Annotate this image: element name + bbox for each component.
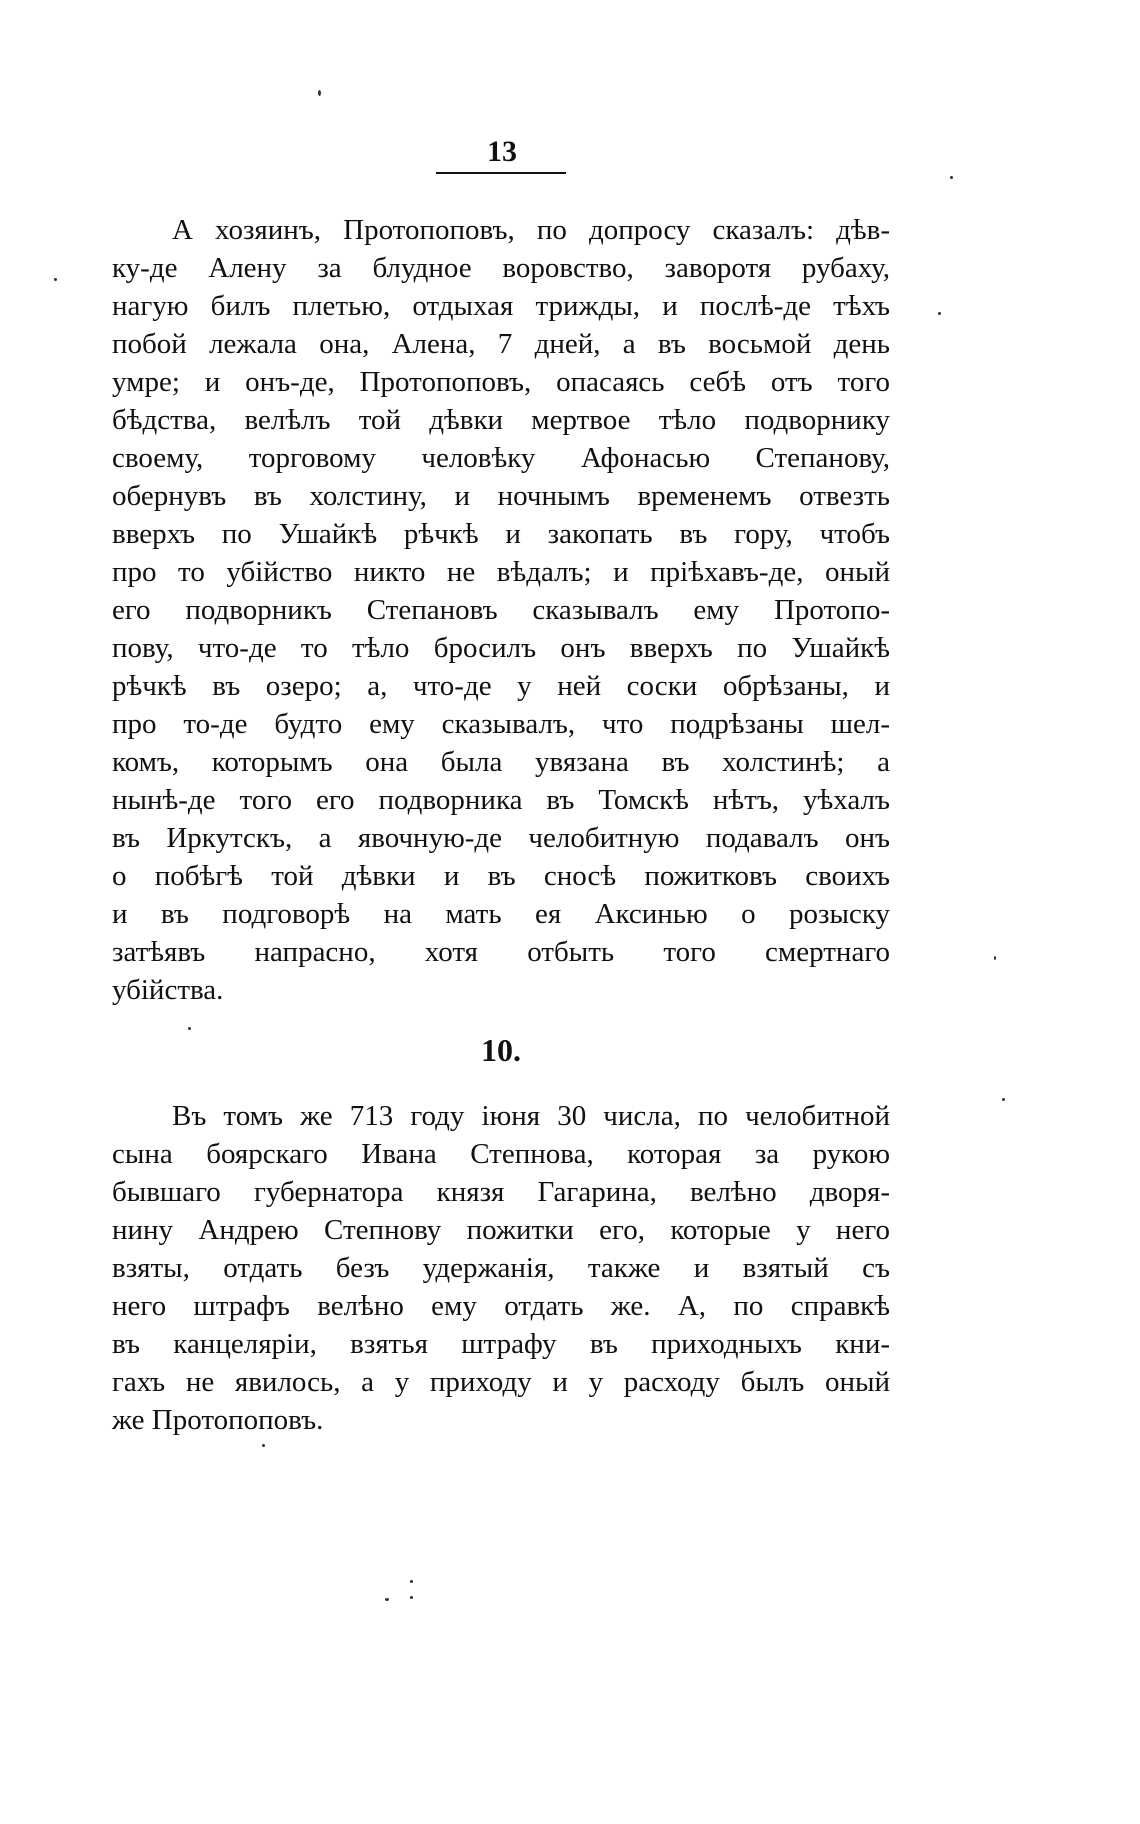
text-line: про то убійство никто не вѣдалъ; и пріѣхавъ-де, оный — [112, 556, 890, 588]
text-line: про то-де будто ему сказывалъ, что подрѣзаны шел- — [112, 708, 890, 740]
text-line: въ канцеляріи, взятья штрафу въ приходныхъ кни- — [112, 1328, 890, 1360]
text-line: рѣчкѣ въ озеро; а, что-де у ней соски обрѣзаны, и — [112, 670, 890, 702]
text-line: обернувъ въ холстину, и ночнымъ временемъ отвезть — [112, 480, 890, 512]
text-line: нынѣ-де того его подворника въ Томскѣ нѣтъ, уѣхалъ — [112, 784, 890, 816]
scan-speck — [410, 1580, 413, 1583]
text-line: его подворникъ Степановъ сказывалъ ему Протопо- — [112, 594, 890, 626]
text-line: Въ томъ же 713 году іюня 30 числа, по челобитной — [172, 1100, 890, 1132]
paragraph-testimony — [112, 211, 890, 1009]
text-line: вверхъ по Ушайкѣ рѣчкѣ и закопать въ гору, чтобъ — [112, 518, 890, 550]
text-line: побой лежала она, Алена, 7 дней, а въ восьмой день — [112, 328, 890, 360]
text-line: и въ подговорѣ на мать ея Аксинью о розыску — [112, 898, 890, 930]
scan-speck — [54, 278, 57, 281]
scan-speck — [410, 1596, 413, 1599]
text-line: гахъ не явилось, а у приходу и у расходу былъ оный — [112, 1366, 890, 1398]
scan-speck — [188, 1027, 191, 1030]
text-line: о побѣгѣ той дѣвки и въ сносѣ пожитковъ своихъ — [112, 860, 890, 892]
text-line: взяты, отдать безъ удержанія, также и взятый съ — [112, 1252, 890, 1284]
section-heading: 10. — [481, 1032, 521, 1068]
text-line: бѣдства, велѣлъ той дѣвки мертвое тѣло подворнику — [112, 404, 890, 436]
text-line: затѣявъ напрасно, хотя отбыть того смертнаго — [112, 936, 890, 968]
text-line: бывшаго губернатора князя Гагарина, велѣно дворя- — [112, 1176, 890, 1208]
paragraph-petition — [112, 1097, 890, 1439]
text-line: своему, торговому человѣку Афонасью Степанову, — [112, 442, 890, 474]
scan-speck — [318, 90, 321, 96]
text-line: пову, что-де то тѣло бросилъ онъ вверхъ по Ушайкѣ — [112, 632, 890, 664]
scan-speck — [994, 956, 996, 960]
scan-speck — [385, 1598, 389, 1601]
text-line: него штрафъ велѣно ему отдать же. А, по справкѣ — [112, 1290, 890, 1322]
text-line: умре; и онъ-де, Протопоповъ, опасаясь себѣ отъ того — [112, 366, 890, 398]
page-number-rule — [436, 172, 566, 174]
text-line: нину Андрею Степнову пожитки его, которые у него — [112, 1214, 890, 1246]
page-number: 13 — [487, 135, 517, 168]
text-line: А хозяинъ, Протопоповъ, по допросу сказалъ: дѣв- — [172, 214, 890, 246]
scan-speck — [1002, 1098, 1005, 1101]
scan-speck — [950, 176, 953, 179]
text-line: нагую билъ плетью, отдыхая трижды, и послѣ-де тѣхъ — [112, 290, 890, 322]
scan-speck — [938, 312, 941, 315]
text-line: ку-де Алену за блудное воровство, заворотя рубаху, — [112, 252, 890, 284]
text-line: въ Иркутскъ, а явочную-де челобитную подавалъ онъ — [112, 822, 890, 854]
text-line: же Протопоповъ. — [112, 1404, 324, 1436]
text-line: сына боярскаго Ивана Степнова, которая за рукою — [112, 1138, 890, 1170]
text-line: убійства. — [112, 974, 224, 1006]
scan-speck — [262, 1444, 265, 1447]
text-line: комъ, которымъ она была увязана въ холстинѣ; а — [112, 746, 890, 778]
